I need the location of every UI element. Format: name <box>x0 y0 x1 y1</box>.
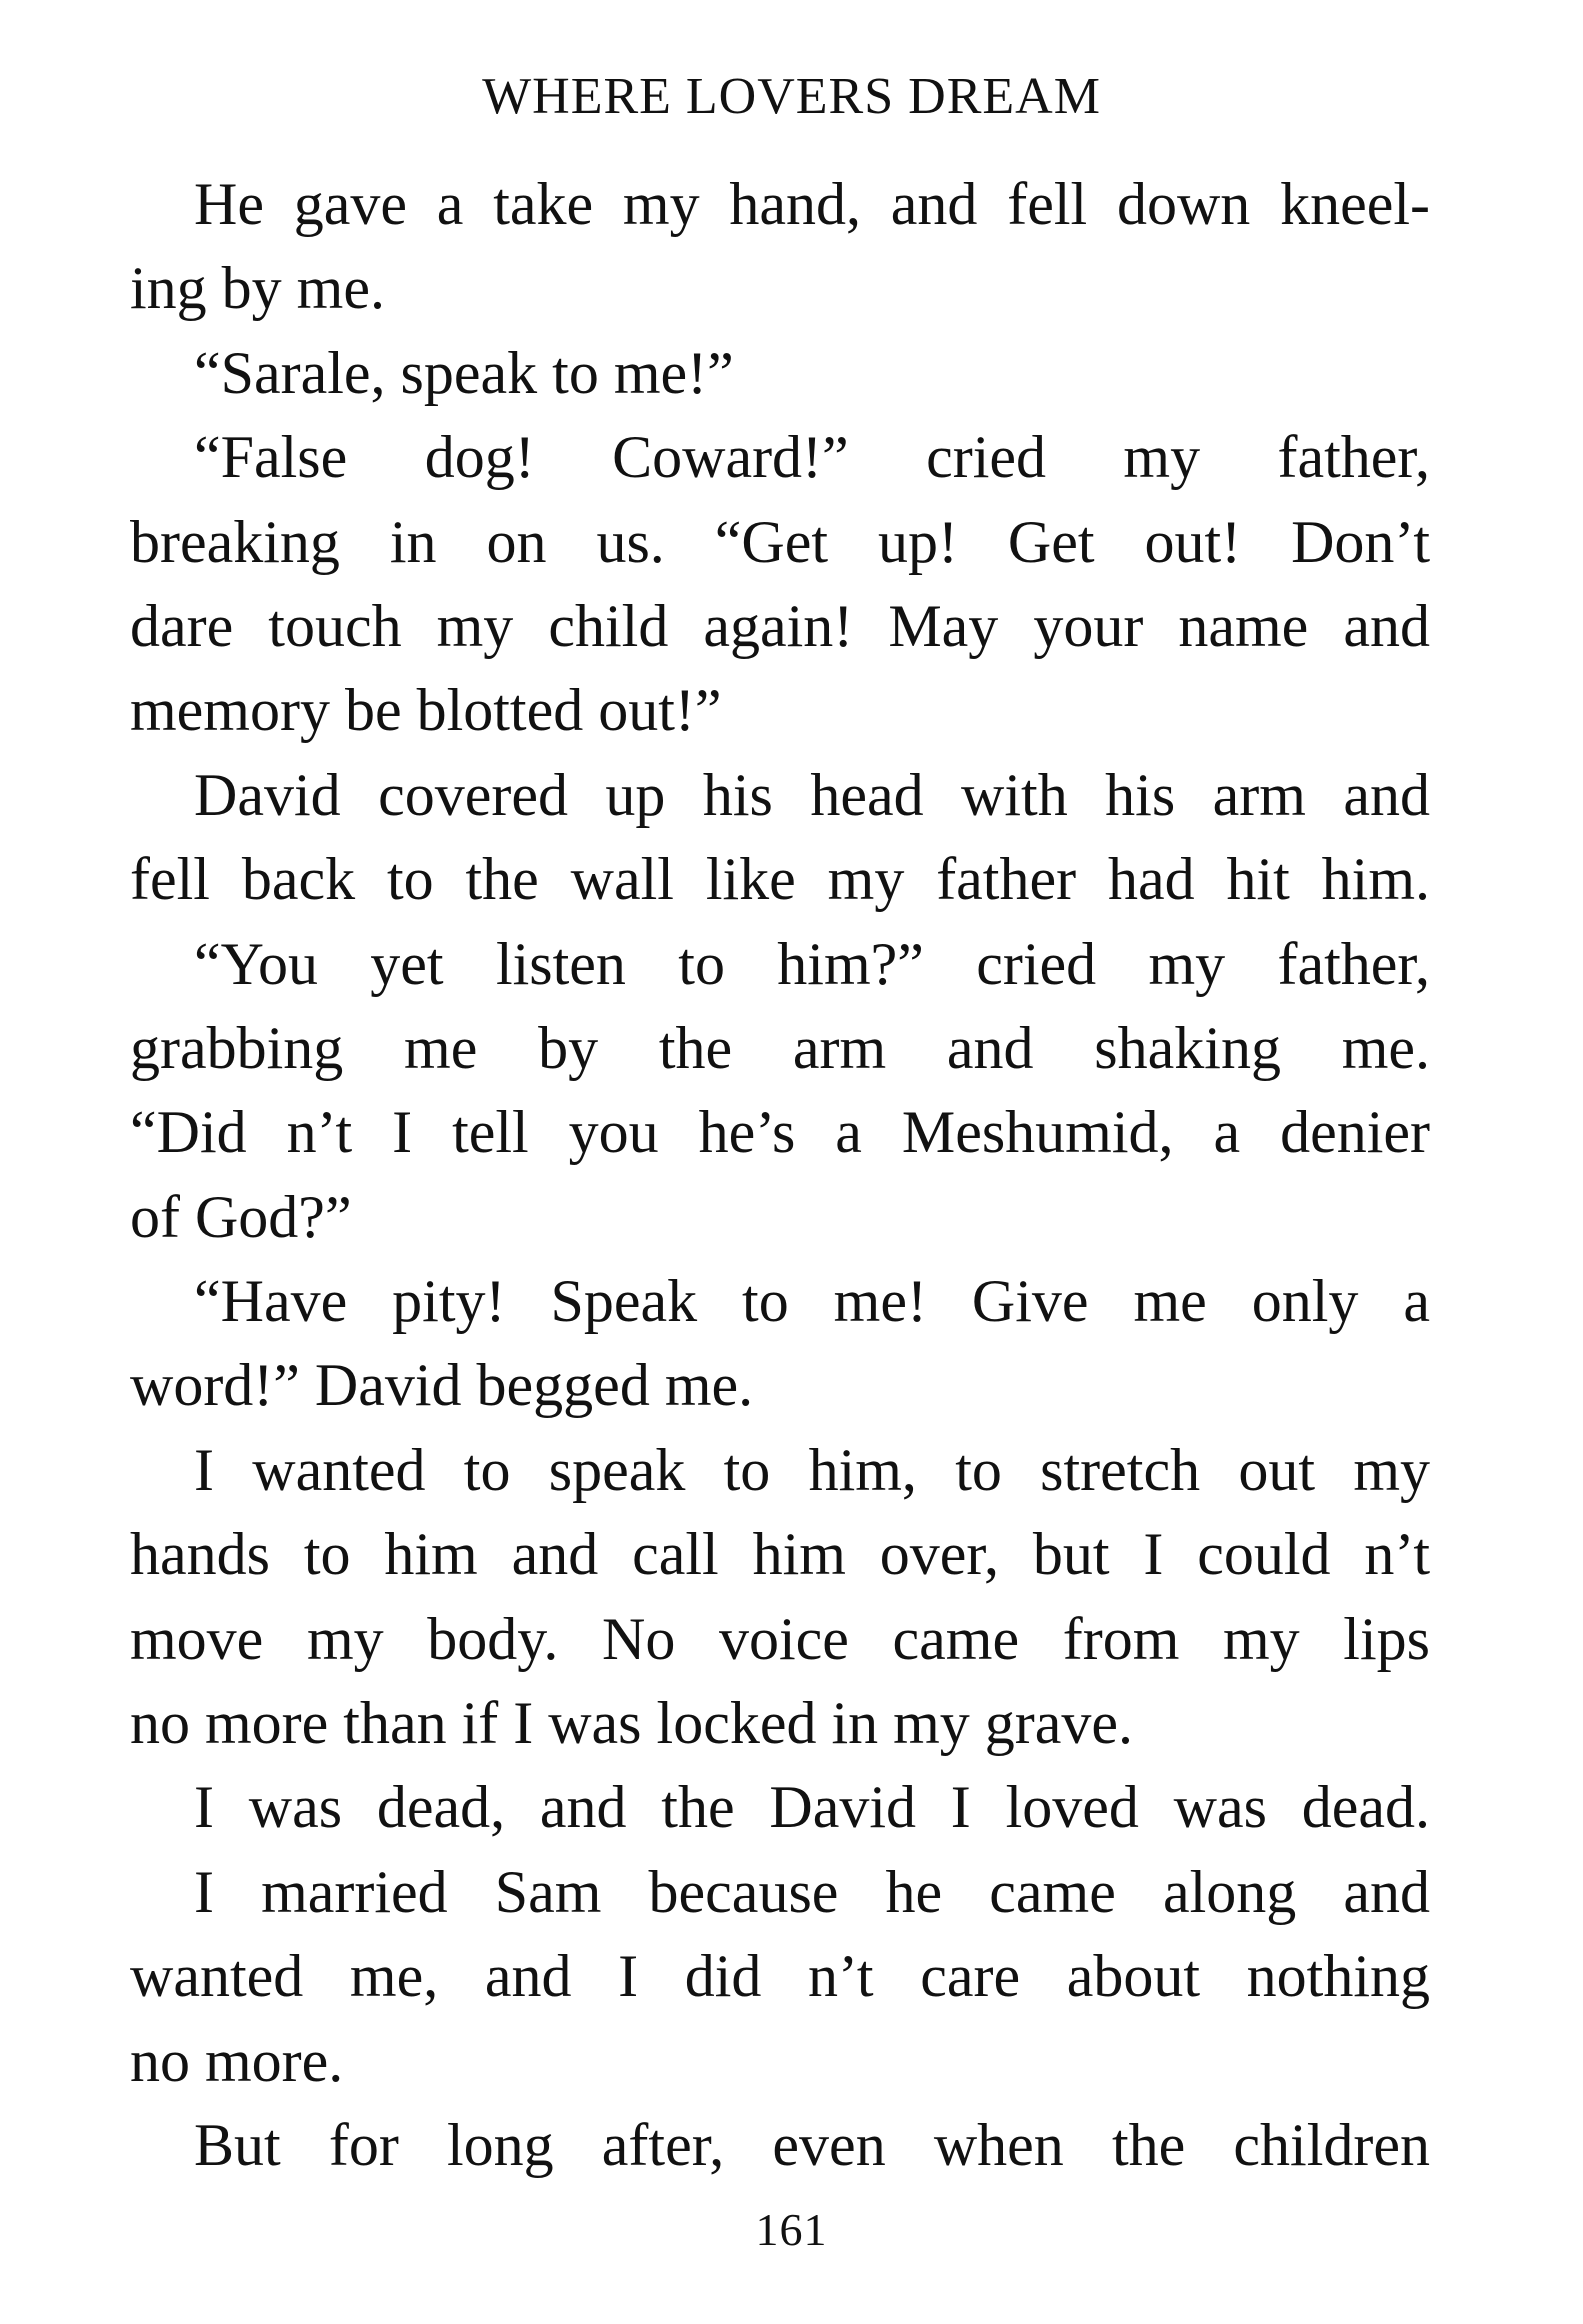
text-line: of God?” <box>130 1183 352 1250</box>
text-line: hands to him and call him over, but I could n’t <box>130 1521 1430 1588</box>
text-line: “Sarale, speak to me!” <box>194 339 734 406</box>
running-head: WHERE LOVERS DREAM <box>482 68 1101 125</box>
text-line: “Have pity! Speak to me! Give me only a <box>194 1268 1430 1335</box>
text-line: David covered up his head with his arm and <box>194 761 1430 828</box>
text-line: “Did n’t I tell you he’s a Meshumid, a denier <box>130 1099 1430 1166</box>
text-line: “You yet listen to him?” cried my father, <box>194 930 1430 997</box>
text-line: I married Sam because he came along and <box>194 1858 1430 1925</box>
text-line: “False dog! Coward!” cried my father, <box>194 424 1430 491</box>
body-text <box>130 162 1430 2187</box>
text-line: no more. <box>130 2027 344 2094</box>
text-line: word!” David begged me. <box>130 1352 754 1419</box>
text-line: move my body. No voice came from my lips <box>130 1605 1430 1672</box>
text-line: He gave a take my hand, and fell down kneel- <box>194 171 1430 237</box>
text-line: But for long after, even when the children <box>194 2111 1430 2178</box>
text-line: wanted me, and I did n’t care about nothing <box>130 1943 1430 2010</box>
text-line: memory be blotted out!” <box>130 677 722 744</box>
text-line: I wanted to speak to him, to stretch out my <box>194 1436 1430 1503</box>
text-line: I was dead, and the David I loved was dead. <box>194 1774 1430 1841</box>
text-line: dare touch my child again! May your name and <box>130 592 1430 659</box>
text-line: no more than if I was locked in my grave. <box>130 1690 1134 1757</box>
text-line: ing by me. <box>130 255 385 322</box>
text-line: breaking in on us. “Get up! Get out! Don’t <box>130 508 1430 575</box>
text-line: grabbing me by the arm and shaking me. <box>130 1014 1430 1081</box>
text-line: fell back to the wall like my father had hit him. <box>130 846 1430 913</box>
page-number: 161 <box>755 2204 828 2255</box>
